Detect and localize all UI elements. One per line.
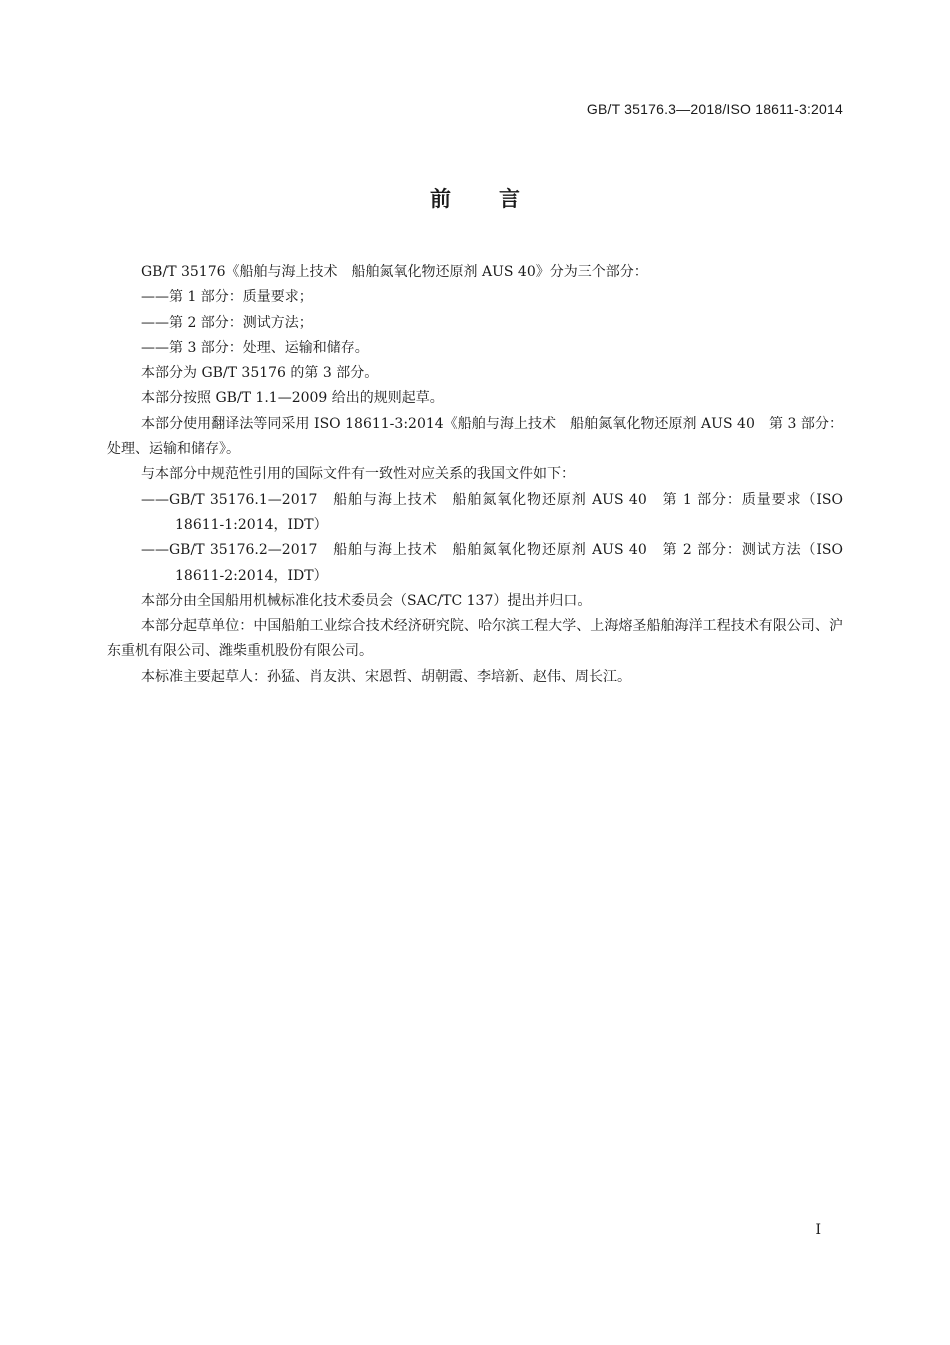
reference-list-item: ——GB/T 35176.2—2017 船舶与海上技术 船舶氮氧化物还原剂 AUS 40 第 2 部分：测试方法（ISO 18611-2:2014，IDT） xyxy=(141,542,843,584)
adoption-paragraph: 本部分使用翻译法等同采用 ISO 18611-3:2014《船舶与海上技术 船舶氮氧化物还原剂 AUS 40 第 3 部分：处理、运输和储存》。 xyxy=(107,415,843,458)
references-intro-paragraph: 与本部分中规范性引用的国际文件有一致性对应关系的我国文件如下： xyxy=(141,466,575,483)
standard-code-header: GB/T 35176.3—2018/ISO 18611-3:2014 xyxy=(586,101,843,117)
page-title: 前言 xyxy=(430,187,568,211)
part-list-item: ——第 1 部分：质量要求； xyxy=(141,289,313,306)
page-number: I xyxy=(815,1222,821,1238)
drafting-rules-paragraph: 本部分按照 GB/T 1.1—2009 给出的规则起草。 xyxy=(141,390,444,407)
drafting-units-paragraph: 本部分起草单位：中国船舶工业综合技术经济研究院、哈尔滨工程大学、上海熔圣船舶海洋工程技术有限公司、沪东重机有限公司、潍柴重机股份有限公司。 xyxy=(107,618,843,660)
foreword-body xyxy=(107,260,843,690)
reference-list-item: ——GB/T 35176.1—2017 船舶与海上技术 船舶氮氧化物还原剂 AUS 40 第 1 部分：质量要求（ISO 18611-1:2014，IDT） xyxy=(141,491,843,533)
intro-paragraph: GB/T 35176《船舶与海上技术 船舶氮氧化物还原剂 AUS 40》分为三个部分： xyxy=(141,264,648,280)
part-list-item: ——第 3 部分：处理、运输和储存。 xyxy=(141,339,369,356)
part-list-item: ——第 2 部分：测试方法； xyxy=(141,314,313,331)
drafters-paragraph: 本标准主要起草人：孙猛、肖友洪、宋恩哲、胡朝霞、李培新、赵伟、周长江。 xyxy=(141,668,631,685)
part-statement-paragraph: 本部分为 GB/T 35176 的第 3 部分。 xyxy=(141,365,379,382)
proposer-paragraph: 本部分由全国船用机械标准化技术委员会（SAC/TC 137）提出并归口。 xyxy=(141,592,592,609)
